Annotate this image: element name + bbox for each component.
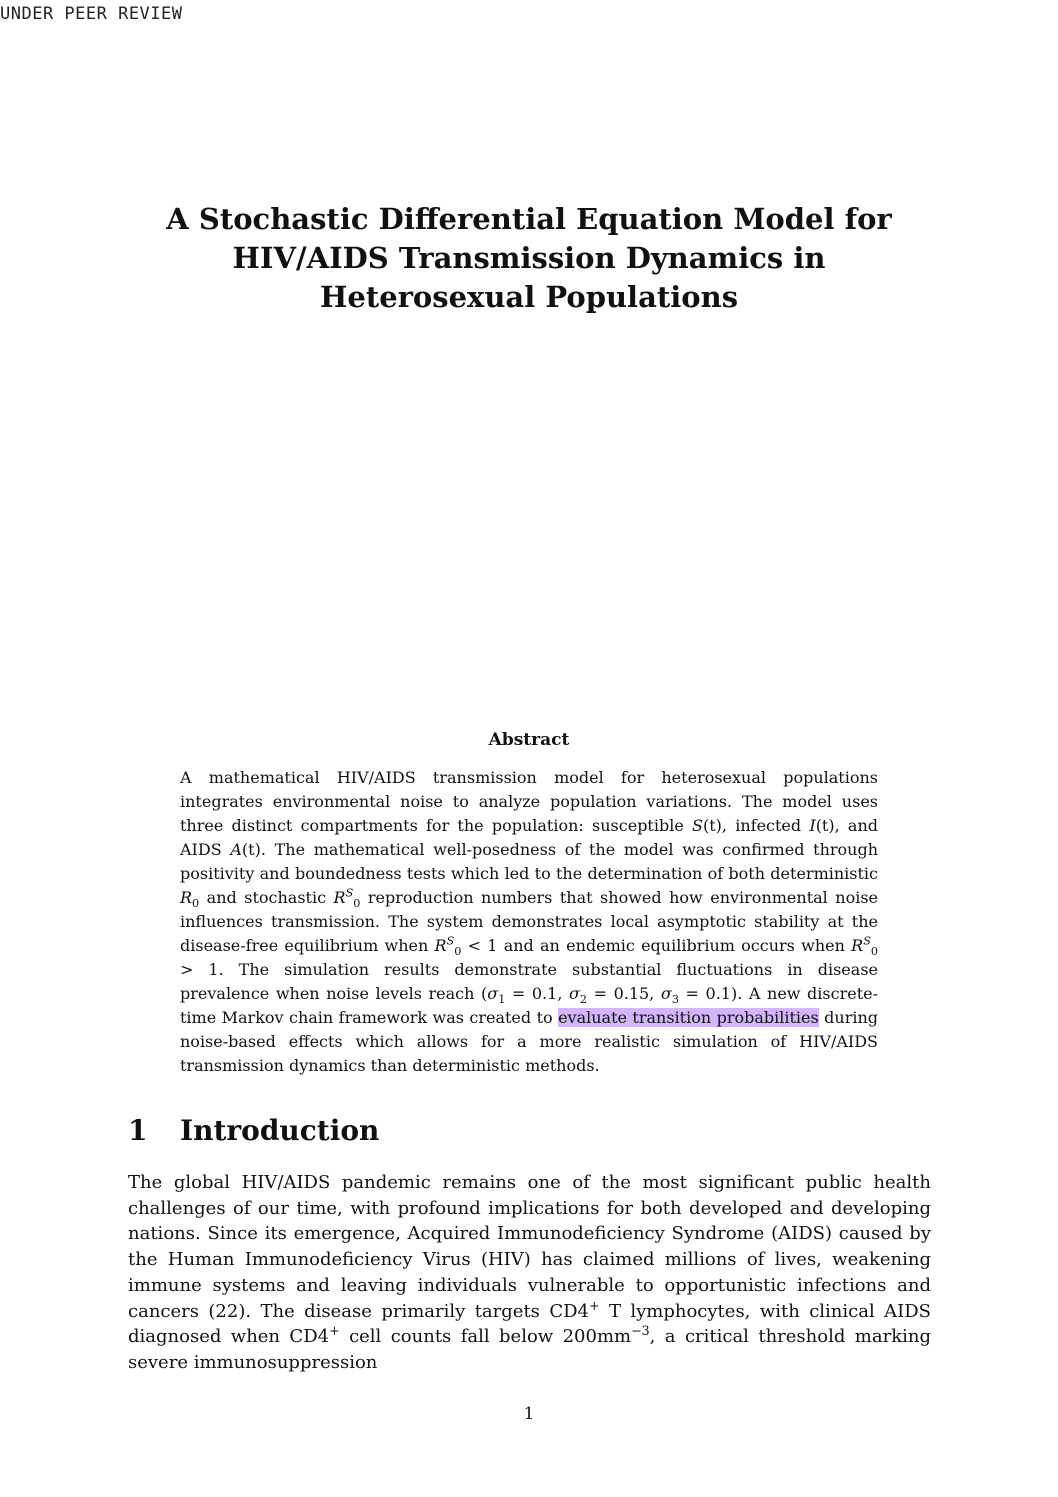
section-heading bbox=[128, 1114, 379, 1147]
watermark: UNDER PEER REVIEW bbox=[0, 4, 183, 24]
math-subscript: 1 bbox=[498, 993, 506, 1007]
math-var: σ bbox=[569, 984, 580, 1003]
abstract-text: and stochastic bbox=[199, 888, 334, 907]
section-title: Introduction bbox=[180, 1114, 380, 1147]
math-var: σ bbox=[487, 984, 499, 1003]
intro-paragraph bbox=[128, 1170, 931, 1376]
math-subscript: 0 bbox=[192, 897, 200, 911]
page-number: 1 bbox=[523, 1404, 535, 1424]
math-superscript: S bbox=[345, 886, 354, 900]
math-var: R bbox=[333, 888, 346, 907]
abstract-text: = 0.15, bbox=[587, 984, 661, 1003]
superscript: + bbox=[329, 1323, 340, 1339]
paper-title: A Stochastic Differential Equation Model for HIV/AIDS Transmission Dynamics in Heterosexual Populations bbox=[166, 202, 892, 314]
intro-text: , a critical threshold marking severe immunosuppression bbox=[128, 1326, 931, 1373]
math-subscript: 0 bbox=[870, 945, 878, 959]
math-var: R bbox=[434, 936, 447, 955]
intro-text: cell counts fall below 200mm bbox=[339, 1326, 632, 1348]
abstract-text: > 1. The simulation results demonstrate substantial fluctuations in disease prevalence when noise levels reach ( bbox=[180, 960, 878, 1003]
abstract-text: = 0.1). A new discrete-time Markov chain framework was created to bbox=[180, 984, 879, 1027]
math-superscript: S bbox=[863, 934, 871, 948]
intro-text: The global HIV/AIDS pandemic remains one of the most significant public health challenges of our time, with profound implications for both developed and developing nations. Since its emergence, Acquired Immunodeficiency Syndrome (AIDS) caused by the Human Immunodeficiency Virus (HIV) has claimed millions of lives, weakening immune systems and leaving individuals vulnerable to opportunistic infections and cancers (22). The disease primarily targets CD4 bbox=[128, 1172, 931, 1322]
section-number: 1 bbox=[128, 1114, 148, 1147]
math-subscript: 0 bbox=[454, 945, 462, 959]
math-var: R bbox=[180, 888, 193, 907]
abstract-text: A mathematical HIV/AIDS transmission model for heterosexual populations integrates environmental noise to analyze population variations. The model uses three distinct compartments for the population: susceptible bbox=[180, 768, 878, 835]
abstract-text: = 0.1, bbox=[505, 984, 569, 1003]
math-var: I bbox=[809, 816, 816, 835]
intro-text: T lymphocytes, with clinical AIDS diagnosed when CD4 bbox=[128, 1300, 932, 1348]
abstract-text: < 1 and an endemic equilibrium occurs when bbox=[461, 936, 852, 955]
superscript: −3 bbox=[631, 1323, 650, 1339]
abstract-body bbox=[180, 766, 878, 1078]
math-var: S bbox=[692, 816, 703, 835]
superscript: + bbox=[588, 1297, 600, 1313]
abstract-text: (t), and AIDS bbox=[180, 816, 878, 859]
abstract-heading: Abstract bbox=[488, 730, 570, 750]
abstract-text: (t), infected bbox=[703, 816, 810, 835]
math-var: R bbox=[851, 936, 864, 955]
abstract-text: (t). The mathematical well-posedness of the model was confirmed through positivity and boundedness tests which led to the determination of both deterministic bbox=[180, 840, 879, 883]
math-subscript: 2 bbox=[579, 993, 588, 1007]
math-var: σ bbox=[660, 984, 672, 1003]
abstract-text: during noise-based effects which allows for a more realistic simulation of HIV/AIDS transmission dynamics than deterministic methods. bbox=[180, 1008, 879, 1075]
text-highlight[interactable]: evaluate transition probabilities bbox=[558, 1008, 819, 1027]
math-subscript: 0 bbox=[353, 897, 361, 911]
math-superscript: S bbox=[446, 934, 455, 948]
abstract-text: reproduction numbers that showed how environmental noise influences transmission. The system demonstrates local asymptotic stability at the disease-free equilibrium when bbox=[180, 888, 879, 955]
math-subscript: 3 bbox=[671, 993, 679, 1007]
math-var: A bbox=[230, 840, 242, 859]
